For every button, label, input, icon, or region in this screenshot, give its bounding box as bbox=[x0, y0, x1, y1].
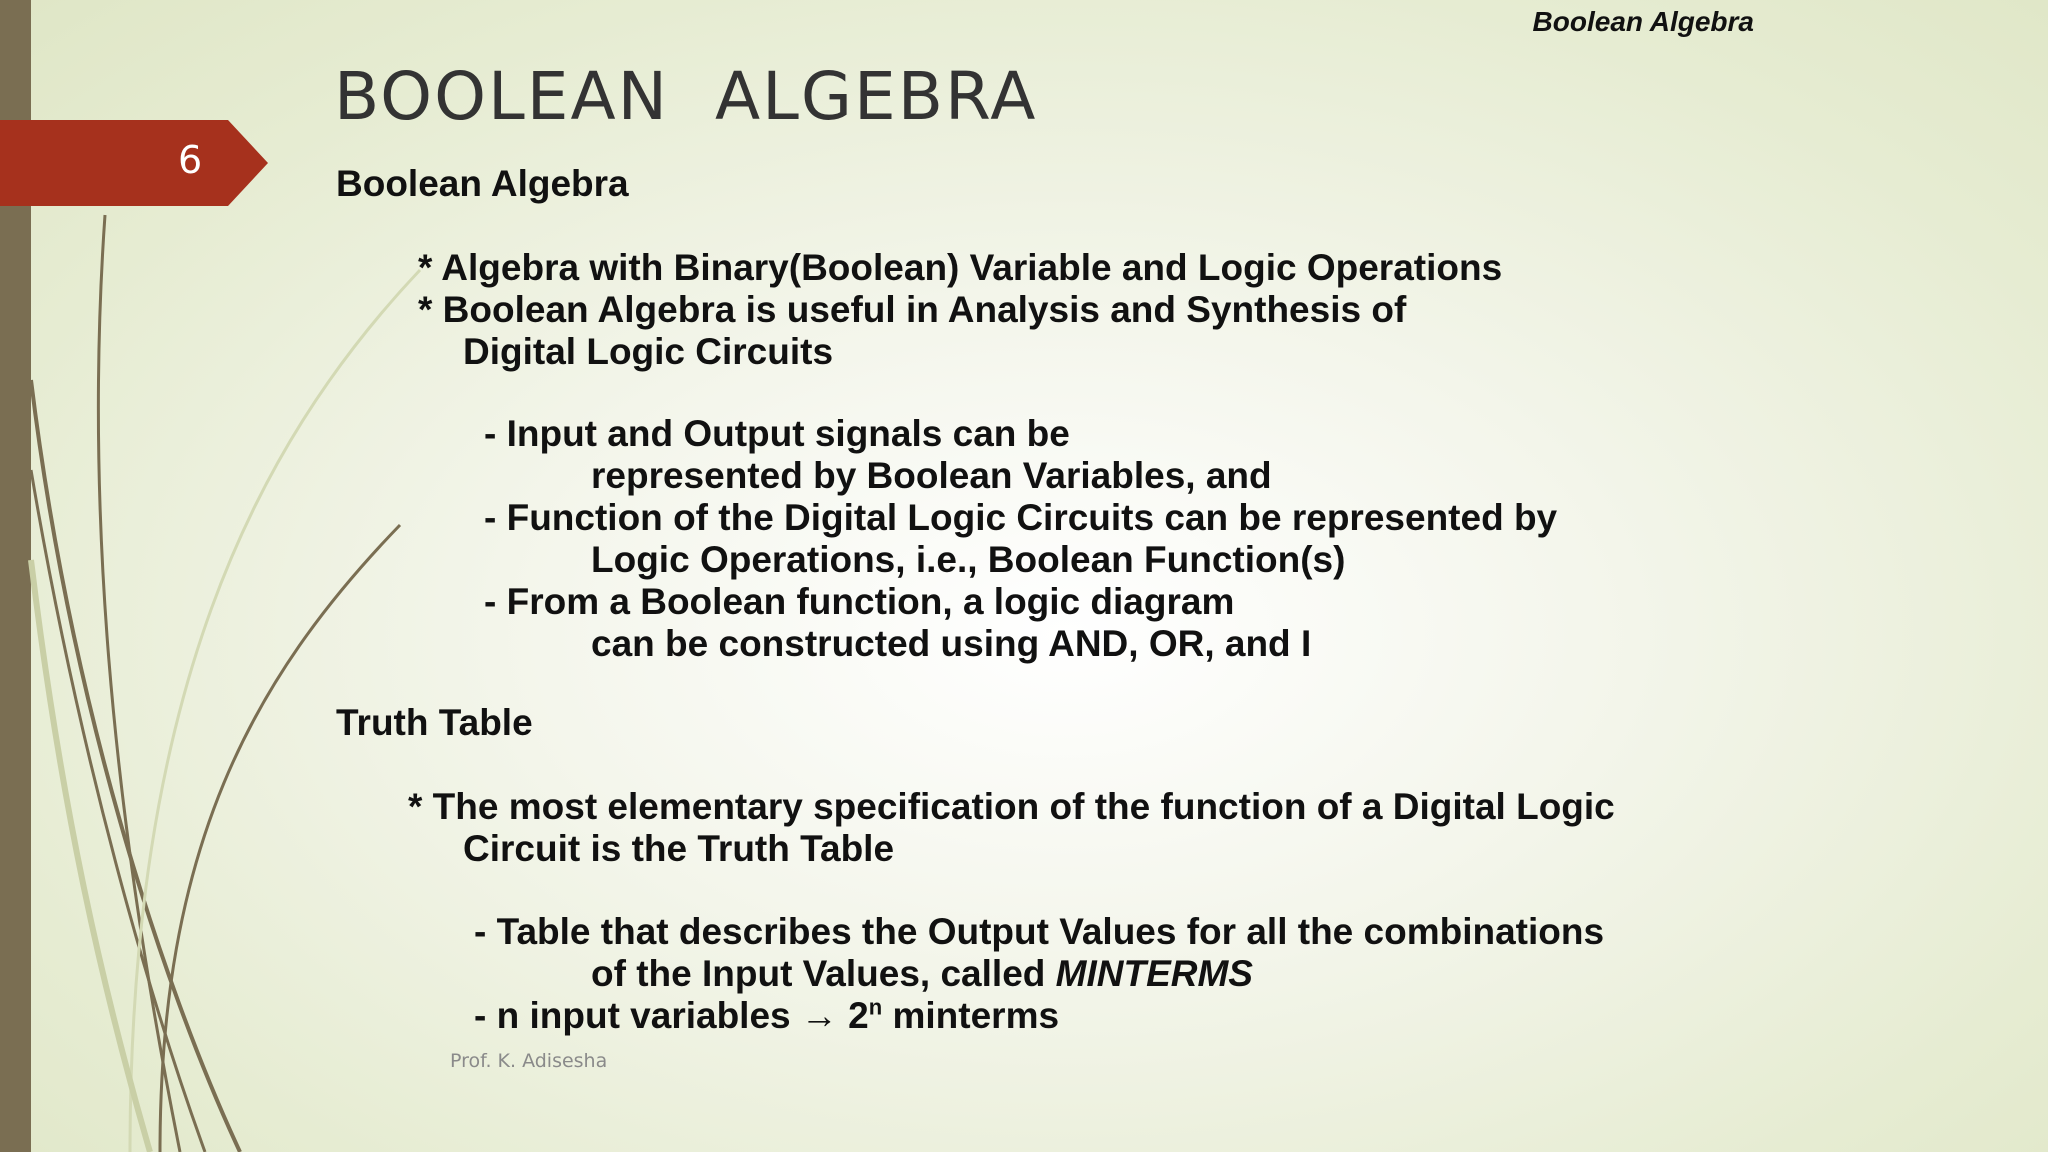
sub-bullet-function: - Function of the Digital Logic Circuits can be represented by bbox=[484, 497, 1558, 538]
slide-title: BOOLEAN ALGEBRA bbox=[334, 58, 1038, 135]
footer-author: Prof. K. Adisesha bbox=[450, 1050, 608, 1072]
sub-bullet-n-input bbox=[474, 995, 1059, 1037]
sub-bullet-io-signals: - Input and Output signals can be bbox=[484, 413, 1070, 454]
minterms-italic: MINTERMS bbox=[1055, 953, 1253, 994]
bullet-analysis-synthesis: * Boolean Algebra is useful in Analysis and Synthesis of bbox=[418, 289, 1407, 330]
slide-number: 6 bbox=[178, 138, 203, 182]
bullet-algebra-binary: * Algebra with Binary(Boolean) Variable and Logic Operations bbox=[418, 247, 1503, 288]
slide-number-tab bbox=[0, 120, 270, 206]
section-heading-truth-table: Truth Table bbox=[336, 702, 533, 743]
section-heading-boolean-algebra: Boolean Algebra bbox=[336, 163, 629, 204]
minterms-prefix: of the Input Values, called bbox=[591, 953, 1056, 994]
n-input-prefix: - n input variables → 2 bbox=[474, 995, 869, 1036]
sub-bullet-minterms-line bbox=[591, 953, 1253, 995]
sub-bullet-logic-diagram-cont: can be constructed using AND, OR, and I bbox=[591, 623, 1312, 664]
header-label: Boolean Algebra bbox=[1532, 6, 1754, 37]
exponent-n: n bbox=[868, 994, 883, 1020]
sub-bullet-logic-diagram: - From a Boolean function, a logic diagram bbox=[484, 581, 1235, 622]
bullet-truth-table: * The most elementary specification of the function of a Digital Logic bbox=[408, 786, 1615, 827]
bullet-analysis-synthesis-cont: Digital Logic Circuits bbox=[463, 331, 834, 372]
bullet-truth-table-cont: Circuit is the Truth Table bbox=[463, 828, 895, 869]
sub-bullet-io-signals-cont: represented by Boolean Variables, and bbox=[591, 455, 1272, 496]
n-input-suffix: minterms bbox=[882, 995, 1060, 1036]
sub-bullet-table-describes: - Table that describes the Output Values for all the combinations bbox=[474, 911, 1605, 952]
sub-bullet-function-cont: Logic Operations, i.e., Boolean Function(s) bbox=[591, 539, 1346, 580]
